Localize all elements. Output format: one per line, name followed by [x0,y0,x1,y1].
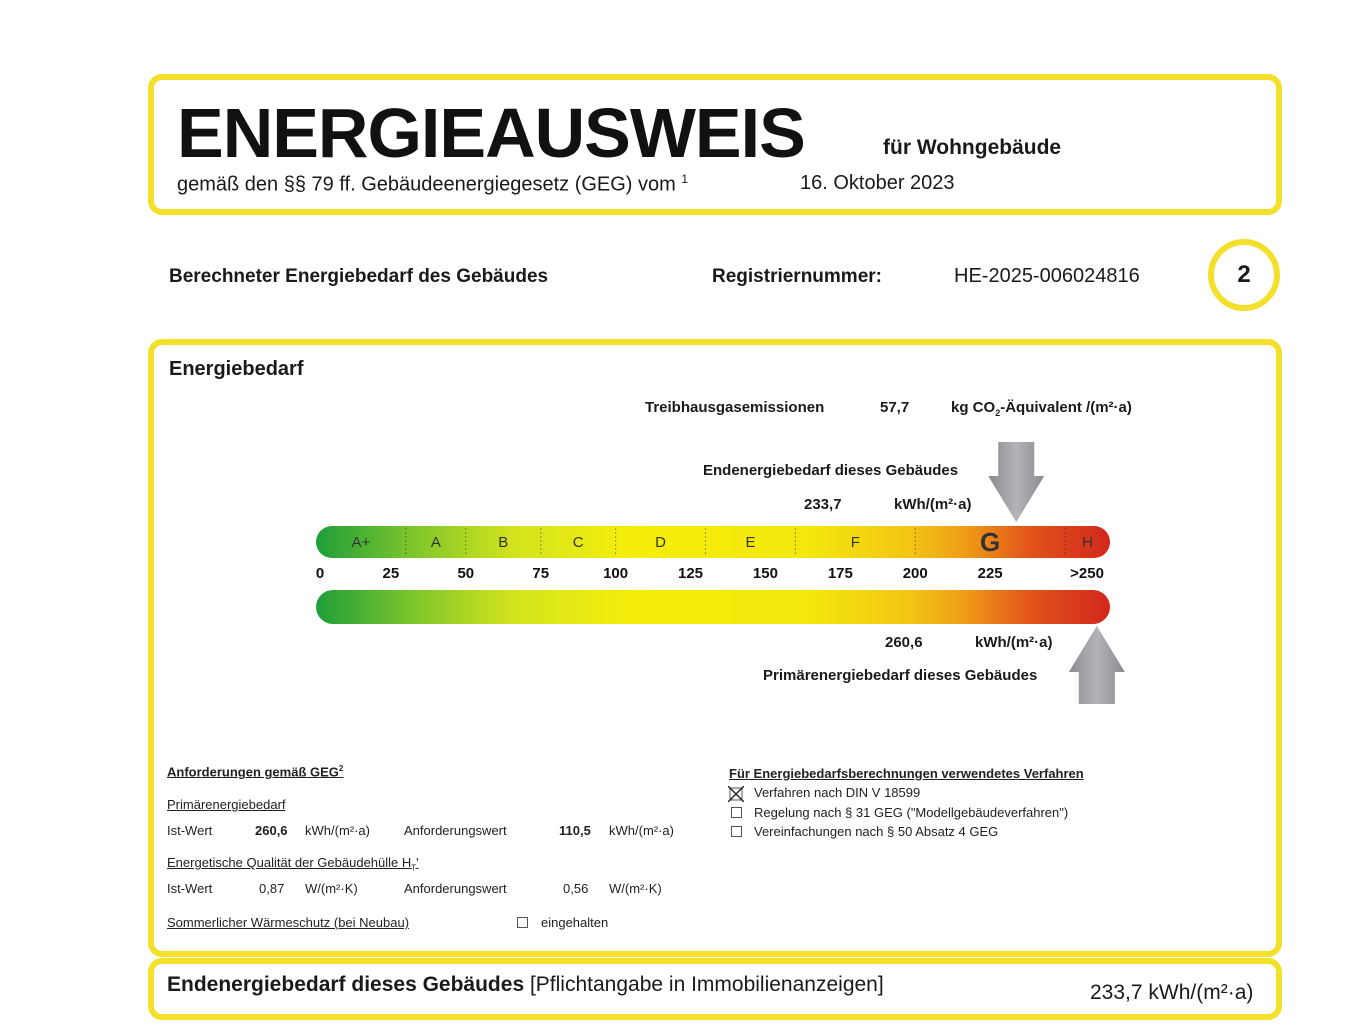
ghg-unit-pre: kg CO [951,399,996,416]
class-label-e: E [745,534,756,551]
ist2-value: 0,87 [259,881,285,896]
registration-label: Registriernummer: [712,266,882,287]
tick-label: 175 [827,565,853,582]
page-title: ENERGIEAUSWEIS [177,94,805,172]
class-label-c: C [572,534,584,551]
procedure-checkbox-model[interactable] [731,807,742,818]
ist2-unit: W/(m²·K) [305,881,358,896]
building-type: für Wohngebäude [883,136,1062,159]
requirement-value: 110,5 [559,823,591,838]
procedure-option-simplified: Vereinfachungen nach § 50 Absatz 4 GEG [754,824,999,839]
envelope-quality-sup: ' [416,855,419,870]
tick-label: 125 [678,565,704,582]
tick-label: 100 [603,565,629,582]
ghg-label: Treibhausgasemissionen [645,399,825,416]
tick-label: 25 [382,565,400,582]
check-x-icon [728,786,744,802]
ist-value-unit: kWh/(m²·a) [305,823,370,838]
ist2-label: Ist-Wert [167,881,213,896]
ghg-value: 57,7 [880,399,910,416]
anf2-label: Anforderungswert [404,881,507,896]
law-text [177,172,688,197]
requirement-value-unit: kWh/(m²·a) [609,823,674,838]
tick-label: 0 [315,565,325,582]
end-energy-value: 233,7 [804,496,842,513]
anf2-value: 0,56 [563,881,589,896]
end-energy-label: Endenergiebedarf dieses Gebäudes [703,462,959,479]
end-energy-unit: kWh/(m²·a) [894,496,972,513]
tick-label: 75 [532,565,550,582]
anf2-unit: W/(m²·K) [609,881,662,896]
ghg-unit [951,399,1132,418]
requirement-value-label: Anforderungswert [404,823,507,838]
ghg-unit-sub: 2 [995,408,1001,418]
section-heading: Berechneter Energiebedarf des Gebäudes [169,266,549,287]
footer-label [167,973,884,997]
procedure-option-model: Regelung nach § 31 GEG ("Modellgebäudeverfahren") [754,805,1069,820]
class-label-d: D [655,534,666,551]
procedure-checkbox-din[interactable] [729,787,743,801]
class-label-g: G [980,527,1001,557]
procedure-heading: Für Energiebedarfsberechnungen verwendetes Verfahren [729,766,1084,781]
summer-protection-heading: Sommerlicher Wärmeschutz (bei Neubau) [167,915,410,930]
tick-label: >250 [1070,565,1104,582]
envelope-quality-text: Energetische Qualität der Gebäudehülle H [167,855,412,870]
energy-heading: Energiebedarf [169,358,304,380]
footer-label-bold: Endenergiebedarf dieses Gebäudes [167,973,525,996]
class-label-b: B [498,534,509,551]
envelope-quality-sub: T [411,863,417,873]
ist-value: 260,6 [255,823,288,838]
primary-energy-value: 260,6 [885,634,923,651]
procedure-option-din: Verfahren nach DIN V 18599 [754,785,921,800]
tick-label: 225 [977,565,1003,582]
law-footnote: 1 [681,172,689,186]
page-number: 2 [1237,261,1251,288]
tick-label: 50 [457,565,475,582]
envelope-quality-heading [167,855,419,873]
registration-number: HE-2025-006024816 [954,265,1140,287]
summer-protection-checkbox[interactable] [517,917,528,928]
ghg-unit-post: -Äquivalent /(m²·a) [1000,399,1132,416]
tick-label: 200 [902,565,928,582]
page-number-badge [1208,239,1280,311]
ist-value-label: Ist-Wert [167,823,213,838]
law-text-main: gemäß den §§ 79 ff. Gebäudeenergiegesetz (GEG) vom [177,173,676,196]
class-label-f: F [850,534,860,551]
primary-requirement-heading: Primärenergiebedarf [167,797,286,812]
footer-value: 233,7 kWh/(m²·a) [1090,981,1254,1004]
requirements-heading-text: Anforderungen gemäß GEG [167,764,339,780]
class-label-a: A [430,534,441,551]
class-label-aplus: A+ [351,534,371,551]
procedure-checkbox-simplified[interactable] [731,826,742,837]
primary-energy-label: Primärenergiebedarf dieses Gebäudes [763,667,1038,684]
end-energy-arrow [988,442,1044,522]
primary-scale-bar [316,590,1110,624]
requirements-heading-sup: 2 [338,764,344,773]
footer-label-rest: [Pflichtangabe in Immobilienanzeigen] [529,973,884,996]
class-label-h: H [1082,534,1093,551]
primary-energy-unit: kWh/(m²·a) [975,634,1053,651]
requirements-heading [167,764,343,779]
law-date: 16. Oktober 2023 [800,172,955,194]
primary-energy-arrow [1069,626,1125,704]
tick-label: 150 [752,565,778,582]
summer-protection-label: eingehalten [541,915,609,930]
